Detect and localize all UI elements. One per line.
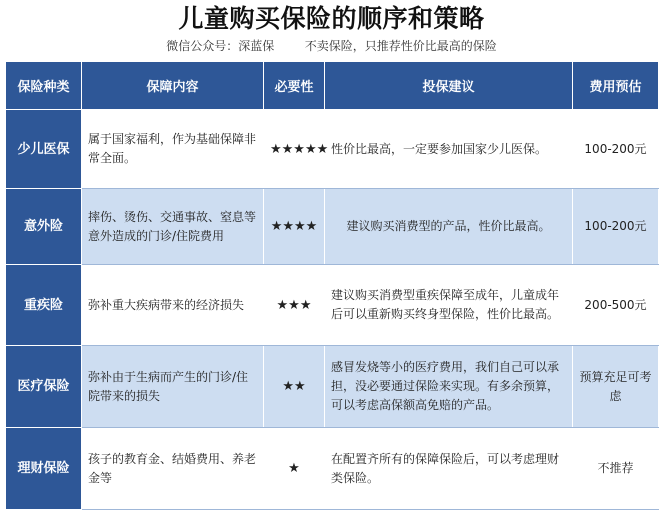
row-coverage: 弥补重大疾病带来的经济损失 [82,265,264,346]
row-cost: 预算充足可考虑 [573,346,659,428]
row-necessity-stars: ★★★★★ [264,110,325,189]
row-type: 意外险 [6,189,82,265]
row-type: 医疗保险 [6,346,82,428]
row-advice: 在配置齐所有的保障保险后，可以考虑理财类保险。 [325,428,573,510]
table-row [6,428,659,510]
row-advice: 感冒发烧等小的医疗费用，我们自己可以承担，没必要通过保险来实现。有多余预算，可以考虑高保额高免赔的产品。 [325,346,573,428]
row-cost: 200-500元 [573,265,659,346]
header-advice: 投保建议 [325,62,573,110]
page-title: 儿童购买保险的顺序和策略 [178,4,485,33]
row-necessity-stars: ★★ [264,346,325,428]
insurance-table [5,61,659,510]
row-type: 重疾险 [6,265,82,346]
row-advice: 建议购买消费型的产品，性价比最高。 [325,189,573,265]
row-coverage: 属于国家福利，作为基础保障非常全面。 [82,110,264,189]
row-necessity-stars: ★★★ [264,265,325,346]
header-cost: 费用预估 [573,62,659,110]
row-advice: 建议购买消费型重疾保障至成年，儿童成年后可以重新购买终身型保险，性价比最高。 [325,265,573,346]
table-row [6,346,659,428]
row-type: 理财保险 [6,428,82,510]
table-row [6,189,659,265]
row-cost: 不推荐 [573,428,659,510]
row-cost: 100-200元 [573,189,659,265]
row-coverage: 弥补由于生病而产生的门诊/住院带来的损失 [82,346,264,428]
page-subtitle: 微信公众号：深蓝保 不卖保险，只推荐性价比最高的保险 [166,39,497,53]
row-coverage: 孩子的教育金、结婚费用、养老金等 [82,428,264,510]
row-necessity-stars: ★★★★ [264,189,325,265]
header-type: 保险种类 [6,62,82,110]
table-row [6,265,659,346]
row-cost: 100-200元 [573,110,659,189]
header-necessity: 必要性 [264,62,325,110]
row-necessity-stars: ★ [264,428,325,510]
row-advice: 性价比最高，一定要参加国家少儿医保。 [325,110,573,189]
row-type: 少儿医保 [6,110,82,189]
row-coverage: 摔伤、烫伤、交通事故、窒息等意外造成的门诊/住院费用 [82,189,264,265]
table-header-row [6,62,659,110]
table-row [6,110,659,189]
header-coverage: 保障内容 [82,62,264,110]
